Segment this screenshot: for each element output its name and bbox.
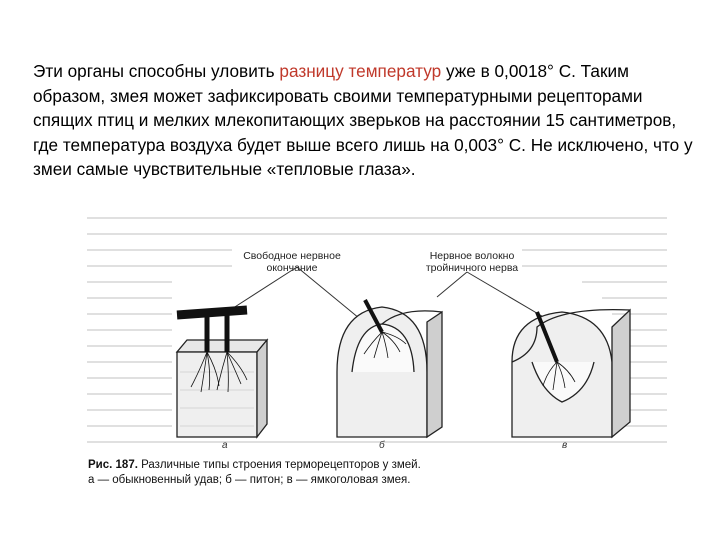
sub-label-a: а bbox=[222, 440, 228, 451]
receptor-block-b bbox=[337, 300, 442, 437]
paragraph-text-end: уже в 0,0018° С. Таким образом, змея может зафиксировать своими температурными рецепторами спящих птиц и мелких млекопитающих зверьков на расстоянии 15 сантиметров, где температура воздуха будет выше всего лишь на 0,003° С. Не исключено, что у змеи самые чувствительные «тепловые глаза». bbox=[33, 61, 693, 179]
caption-text: Различные типы строения терморецепторов у змей. bbox=[137, 459, 421, 471]
figure-illustration bbox=[82, 212, 672, 462]
sub-label-c: в bbox=[562, 440, 568, 451]
label-trigeminal-nerve-fiber: Нервное волокно тройничного нерва bbox=[425, 250, 519, 274]
receptor-block-a bbox=[177, 310, 267, 437]
highlighted-phrase: разницу температур bbox=[279, 61, 442, 81]
receptor-block-c bbox=[512, 310, 630, 437]
label-free-nerve-ending: Свободное нервное окончание bbox=[243, 250, 341, 274]
slide-paragraph bbox=[33, 59, 693, 182]
sub-label-b: б bbox=[379, 440, 385, 451]
caption-title: Рис. 187. bbox=[88, 459, 138, 471]
paragraph-text-start: Эти органы способны уловить bbox=[33, 61, 280, 81]
figure-caption bbox=[88, 458, 648, 488]
caption-line-2: а — обыкновенный удав; б — питон; в — ямкоголовая змея. bbox=[88, 474, 411, 486]
